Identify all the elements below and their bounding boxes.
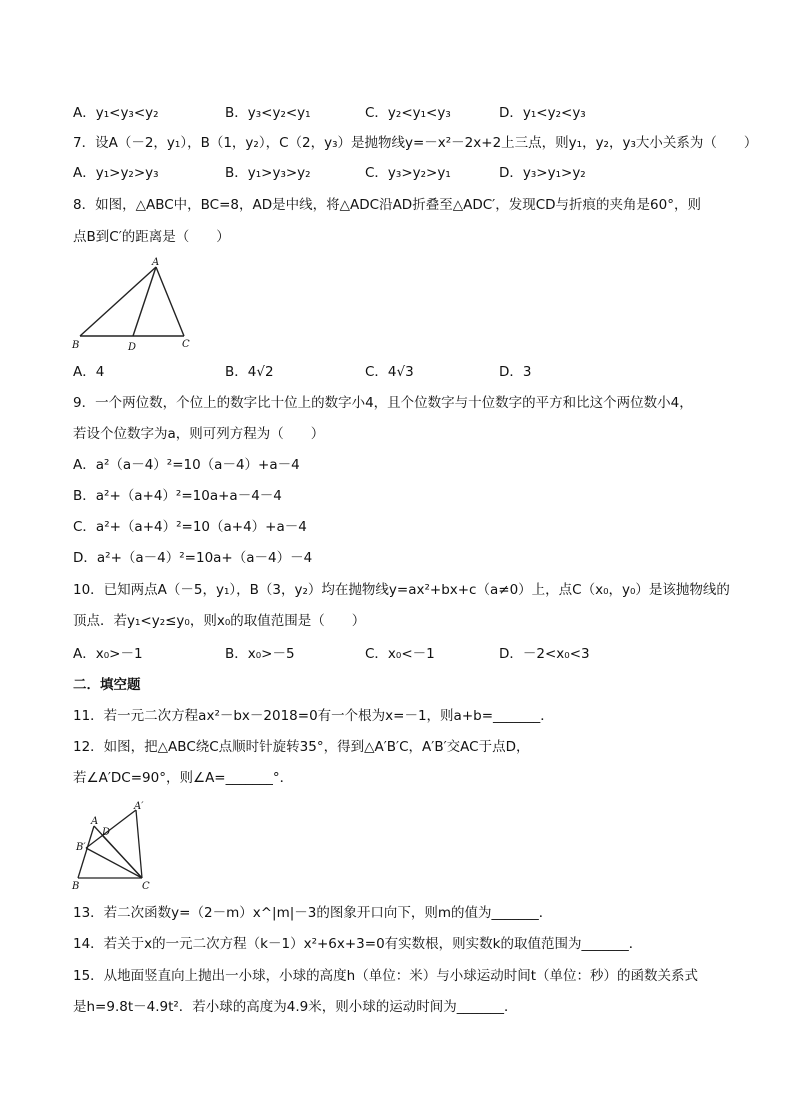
edge-ac (156, 267, 184, 336)
edge-b-prime-c (86, 848, 142, 878)
label-b-prime: B′ (76, 842, 86, 853)
edge-a-prime-c (136, 810, 142, 878)
label-a: A (91, 816, 99, 827)
q13-stem: 13．若二次函数y=（2－m）x^|m|－3的图象开口向下，则m的值为_______． (73, 905, 553, 921)
q9-option-a: A．a²（a－4）²=10（a－4）+a－4 (73, 457, 300, 473)
q8-option-b: B．4√2 (225, 364, 274, 380)
label-a: A (152, 257, 160, 268)
q12-stem-line2: 若∠A′DC=90°，则∠A=_______°． (73, 770, 294, 786)
q10-option-a: A．x₀>－1 (73, 646, 143, 662)
q8-triangle-figure (70, 256, 196, 352)
q10-option-c: C．x₀<－1 (365, 646, 435, 662)
q6-option-a: A．y₁<y₃<y₂ (73, 105, 159, 121)
q15-stem-line1: 15．从地面竖直向上抛出一小球，小球的高度h（单位：米）与小球运动时间t（单位：秒）的函数关系式 (73, 968, 699, 984)
q7-option-c: C．y₃>y₂>y₁ (365, 165, 451, 181)
q7-option-d: D．y₃>y₁>y₂ (499, 165, 586, 181)
q7-option-a: A．y₁>y₂>y₃ (73, 165, 159, 181)
q9-stem-line1: 9．一个两位数，个位上的数字比十位上的数字小4，且个位数字与十位数字的平方和比这个两位数小4， (73, 395, 693, 411)
q8-option-c: C．4√3 (365, 364, 414, 380)
q8-option-d: D．3 (499, 364, 532, 380)
label-b: B (72, 881, 80, 892)
q12-stem-line1: 12．如图，把△ABC绕C点顺时针旋转35°，得到△A′B′C，A′B′交AC于点D， (73, 739, 530, 755)
label-b: B (72, 340, 80, 351)
q7-stem: 7．设A（－2，y₁），B（1，y₂），C（2，y₃）是抛物线y=－x²－2x+2上三点，则y₁，y₂，y₃大小关系为（ ） (73, 135, 758, 151)
q7-option-b: B．y₁>y₃>y₂ (225, 165, 311, 181)
label-d: D (128, 342, 137, 352)
q9-stem-line2: 若设个位数字为a，则可列方程为（ ） (73, 426, 325, 442)
label-d: D (102, 827, 111, 838)
q8-option-a: A．4 (73, 364, 105, 380)
label-c: C (182, 339, 190, 350)
q10-option-b: B．x₀>－5 (225, 646, 295, 662)
q14-stem: 14．若关于x的一元二次方程（k－1）x²+6x+3=0有实数根，则实数k的取值范围为_______． (73, 936, 643, 952)
label-a-prime: A′ (134, 801, 144, 812)
q8-stem-line2: 点B到C′的距离是（ ） (73, 229, 230, 245)
q10-stem-line2: 顶点．若y₁<y₂≤y₀，则x₀的取值范围是（ ） (73, 613, 366, 629)
section-title-fill-in: 二．填空题 (73, 677, 141, 693)
q10-option-d: D．－2<x₀<3 (499, 646, 590, 662)
q8-stem-line1: 8．如图，△ABC中，BC=8，AD是中线，将△ADC沿AD折叠至△ADC′，发现CD与折痕的夹角是60°，则 (73, 197, 701, 213)
q15-stem-line2: 是h=9.8t－4.9t²．若小球的高度为4.9米，则小球的运动时间为_______． (73, 999, 518, 1015)
q9-option-d: D．a²+（a－4）²=10a+（a－4）－4 (73, 550, 313, 566)
q11-stem: 11．若一元二次方程ax²－bx－2018=0有一个根为x=－1，则a+b=_______． (73, 708, 554, 724)
q9-option-c: C．a²+（a+4）²=10（a+4）+a－4 (73, 519, 307, 535)
q9-option-b: B．a²+（a+4）²=10a+a－4－4 (73, 488, 282, 504)
q6-option-d: D．y₁<y₂<y₃ (499, 105, 586, 121)
label-c: C (142, 881, 150, 892)
q12-rotation-figure (70, 800, 160, 892)
q6-option-c: C．y₂<y₁<y₃ (365, 105, 451, 121)
q10-stem-line1: 10．已知两点A（－5，y₁），B（3，y₂）均在抛物线y=ax²+bx+c（a≠0）上，点C（x₀，y₀）是该抛物线的 (73, 582, 730, 598)
q6-option-b: B．y₃<y₂<y₁ (225, 105, 311, 121)
segment-dc (102, 835, 142, 878)
